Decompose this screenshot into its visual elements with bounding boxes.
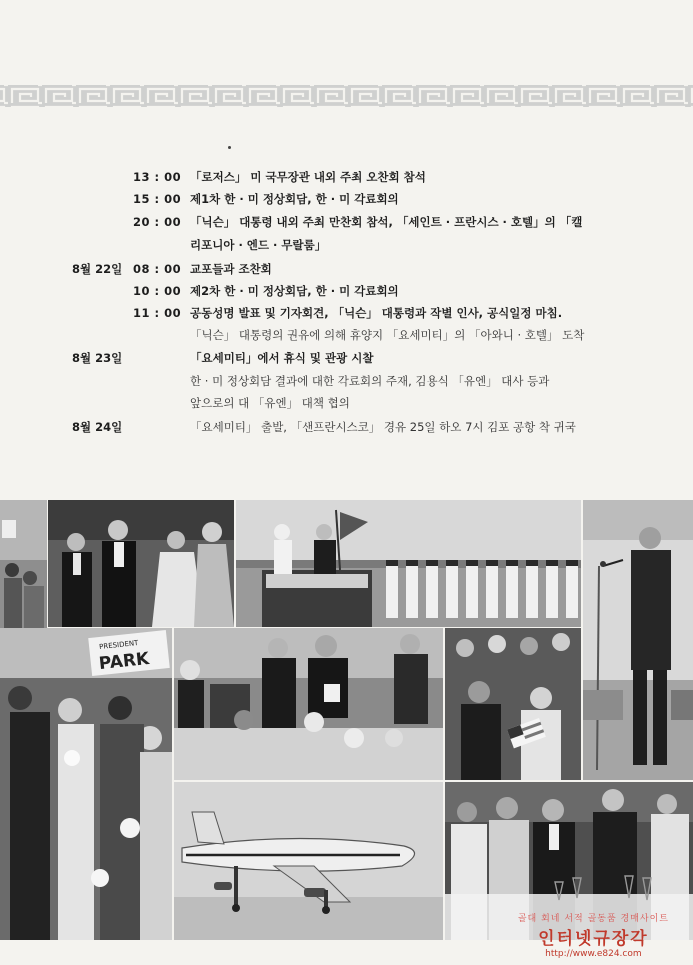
schedule-date: 8월 24일: [72, 420, 123, 434]
photo-crowd-with-flags: [445, 628, 581, 780]
schedule-date: 8월 22일: [72, 262, 123, 276]
schedule-row: [0, 258, 693, 280]
schedule-time: 15 : 00: [133, 192, 182, 206]
schedule-text: 공동성명 발표 및 기자회견, 「닉슨」 대통령과 작별 인사, 공식일정 마침.: [190, 306, 563, 320]
greek-key-border: [0, 85, 693, 107]
photo-airplane: [174, 782, 443, 940]
schedule-row: [0, 324, 693, 346]
schedule-row: [0, 166, 693, 188]
photo-welcome-crowd: [0, 628, 172, 940]
schedule-text: 제1차 한 · 미 정상회담, 한 · 미 각료회의: [190, 192, 399, 206]
schedule-text: 「요세미티」 출발, 「샌프란시스코」 경유 25일 하오 7시 김포 공항 착 귀국: [190, 420, 576, 434]
schedule-row: [0, 302, 693, 324]
watermark-line2: 인터넷규장각: [538, 929, 649, 949]
schedule-row: [0, 188, 693, 210]
schedule-time: 11 : 00: [133, 306, 182, 320]
schedule-time: 20 : 00: [133, 215, 182, 229]
schedule-text: 「요세미티」에서 휴식 및 관광 시찰: [190, 351, 374, 365]
schedule-row: [0, 392, 693, 414]
schedule-row: [0, 211, 693, 233]
photo-motorcade-honor-guard: [236, 500, 581, 627]
watermark-line1: 골대 회네 서적 골동품 경매사이트: [517, 914, 669, 924]
schedule-date: 8월 23일: [72, 351, 123, 365]
schedule-row: [0, 370, 693, 392]
schedule-time: 13 : 00: [133, 170, 182, 184]
watermark-stamp: [518, 911, 669, 959]
sign-text: PARK: [97, 648, 151, 675]
photo-meeting-signing: [174, 628, 443, 780]
photo-state-dinner-couples: [48, 500, 234, 627]
schedule-row: [0, 234, 693, 256]
ink-dot: [228, 146, 231, 149]
schedule-text: 한 · 미 정상회담 결과에 대한 각료회의 주재, 김용식 「유엔」 대사 등과: [190, 374, 550, 388]
schedule-text: 리포니아 · 엔드 · 무랄룸」: [190, 238, 327, 252]
schedule-row: [0, 416, 693, 438]
schedule-text: 교포들과 조찬회: [190, 262, 272, 276]
watermark-line3: http://www.e824.com: [545, 949, 642, 959]
schedule-text: 앞으로의 대 「유엔」 대책 협의: [190, 396, 350, 410]
sign-text-top: PRESIDENT: [98, 638, 139, 652]
schedule-text: 「닉슨」 대통령의 권유에 의해 휴양지 「요세미티」의 「아와니 · 호텔」 도착: [190, 328, 585, 342]
schedule-row: [0, 347, 693, 369]
schedule-text: 「닉슨」 대통령 내외 주최 만찬회 참석, 「세인트 · 프란시스 · 호텔」의 「캘: [190, 215, 583, 229]
schedule-text: 제2차 한 · 미 정상회담, 한 · 미 각료회의: [190, 284, 399, 298]
schedule-text: 「로저스」 미 국무장관 내외 주최 오찬회 참석: [190, 170, 426, 184]
photo-crowd-strip: [0, 500, 47, 628]
schedule-row: [0, 280, 693, 302]
schedule-time: 08 : 00: [133, 262, 182, 276]
schedule-time: 10 : 00: [133, 284, 182, 298]
photo-speech-at-podium: [583, 500, 693, 780]
